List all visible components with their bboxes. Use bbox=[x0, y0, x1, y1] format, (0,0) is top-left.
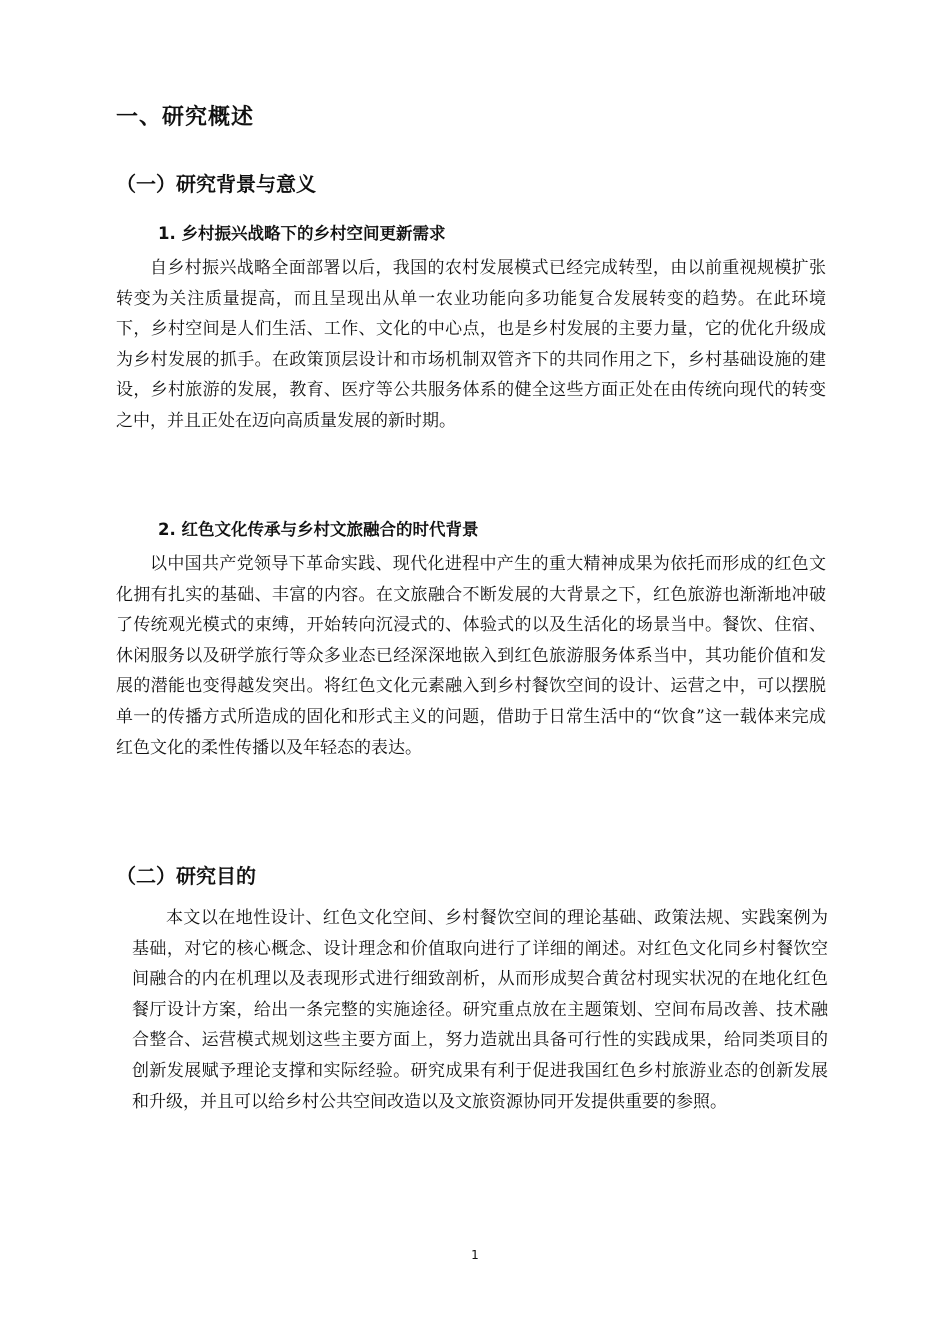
paragraph-red-culture: 以中国共产党领导下革命实践、现代化进程中产生的重大精神成果为依托而形成的红色文化拥有扎实的基础、丰富的内容。在文旅融合不断发展的大背景之下，红色旅游也渐渐地冲破了传统观光模式的束缚，开始转向沉浸式的、体验式的以及生活化的场景当中。餐饮、住宿、休闲服务以及研学旅行等众多业态已经深深地嵌入到红色旅游服务体系当中，其功能价值和发展的潜能也变得越发突出。将红色文化元素融入到乡村餐饮空间的设计、运营之中，可以摆脱单一的传播方式所造成的固化和形式主义的问题，借助于日常生活中的“饮食”这一载体来完成红色文化的柔性传播以及年轻态的表达。 bbox=[116, 554, 826, 758]
subsection-heading-rural-space: 1. 乡村振兴战略下的乡村空间更新需求 bbox=[158, 224, 446, 243]
paragraph-rural-space: 自乡村振兴战略全面部署以后，我国的农村发展模式已经完成转型，由以前重视规模扩张转变为关注质量提高，而且呈现出从单一农业功能向多功能复合发展转变的趋势。在此环境下，乡村空间是人们生活、工作、文化的中心点，也是乡村发展的主要力量，它的优化升级成为乡村发展的抓手。在政策顶层设计和市场机制双管齐下的共同作用之下，乡村基础设施的建设，乡村旅游的发展，教育、医疗等公共服务体系的健全这些方面正处在由传统向现代的转变之中，并且正处在迈向高质量发展的新时期。 bbox=[116, 258, 826, 431]
paragraph-purpose: 本文以在地性设计、红色文化空间、乡村餐饮空间的理论基础、政策法规、实践案例为基础，对它的核心概念、设计理念和价值取向进行了详细的阐述。对红色文化同乡村餐饮空间融合的内在机理以及表现形式进行细致剖析，从而形成契合黄岔村现实状况的在地化红色餐厅设计方案，给出一条完整的实施途径。研究重点放在主题策划、空间布局改善、技术融合整合、运营模式规划这些主要方面上，努力造就出具备可行性的实践成果，给同类项目的创新发展赋予理论支撑和实际经验。研究成果有利于促进我国红色乡村旅游业态的创新发展和升级，并且可以给乡村公共空间改造以及文旅资源协同开发提供重要的参照。 bbox=[132, 908, 828, 1112]
page-number: 1 bbox=[471, 1248, 479, 1262]
section-heading-background: （一）研究背景与意义 bbox=[116, 172, 316, 196]
chapter-heading: 一、研究概述 bbox=[116, 105, 255, 130]
section-heading-purpose: （二）研究目的 bbox=[116, 864, 256, 888]
subsection-heading-red-culture: 2. 红色文化传承与乡村文旅融合的时代背景 bbox=[158, 520, 479, 539]
